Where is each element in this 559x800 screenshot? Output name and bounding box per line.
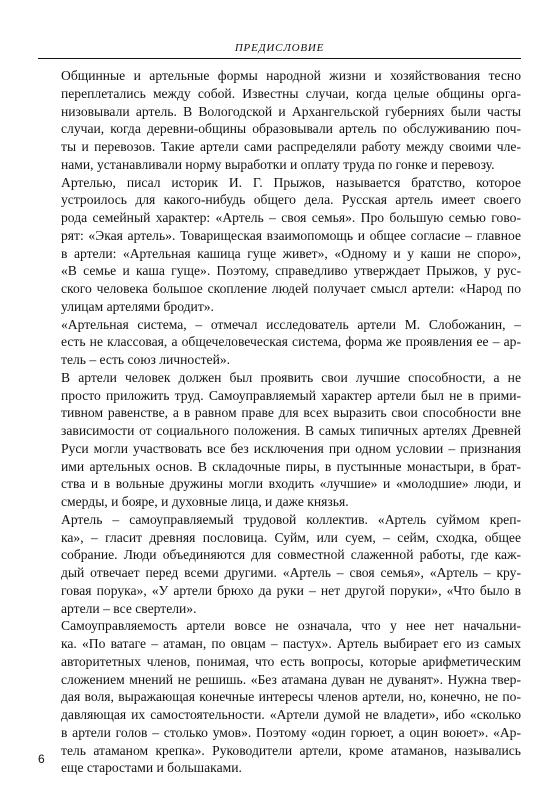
text-line: «Артельная система, – отмечал исследователь артели М. Слобожанин, – bbox=[61, 316, 521, 332]
text-line: ка», – гласит древняя пословица. Суйм, или суем, – сейм, сходка, общее bbox=[61, 529, 521, 545]
text-line: рода семейный характер: «Артель – своя семья». Про большую семью гово- bbox=[61, 210, 521, 225]
text-line: тель – есть союз личностей». bbox=[61, 352, 231, 367]
text-line: артели – все свертели». bbox=[61, 600, 197, 616]
text-line: улицам артелями бродит». bbox=[61, 298, 214, 314]
header-rule bbox=[38, 58, 521, 59]
text-line: тивном равенстве, а в равном праве для всех выразить свои способности вне bbox=[61, 405, 521, 421]
text-line: еще старостами и большаками. bbox=[61, 760, 242, 776]
text-line: Артель – самоуправляемый трудовой коллектив. «Артель суймом креп- bbox=[61, 511, 521, 527]
text-line: ты и перевозов. Такие артели сами распределяли работу между своими чле- bbox=[61, 139, 521, 154]
paragraph bbox=[38, 369, 521, 511]
text-line: Общинные и артельные формы народной жизни и хозяйствования тесно bbox=[61, 68, 521, 83]
text-line: собрание. Люди объединяются для совместной слаженной работы, где каж- bbox=[61, 547, 521, 563]
page-number: 6 bbox=[38, 752, 45, 766]
text-line: рят: «Экая артель». Товарищеская взаимопомощь и общее согласие – главное bbox=[61, 227, 521, 243]
text-line: нами, устанавливали норму выработки и оплату труда по гонке и перевозу. bbox=[61, 156, 495, 172]
text-line: давляющая их самостоятельности. «Артели думой не владети», ибо «сколько bbox=[61, 707, 521, 722]
text-line: авторитетных членов, понимая, что есть вопросы, которые арифметическим bbox=[61, 653, 521, 669]
paragraph bbox=[38, 67, 521, 174]
text-line: в артели голов – столько умов». Поэтому «один горюет, а оцин воюет». «Ар- bbox=[61, 724, 521, 740]
text-line: в артели: «Артельная кашица гуще живет», «Одному и у каши не споро», bbox=[61, 245, 521, 261]
text-line: В артели человек должен был проявить свои лучшие способности, а не bbox=[61, 369, 521, 385]
text-line: Руси могли участвовать все без исключения при одном условии – признания bbox=[61, 440, 521, 456]
text-line: ского человека большое скопление людей получает смысл артели: «Народ по bbox=[61, 281, 521, 296]
text-line: «В семье и каша гуще». Поэтому, справедливо утверждает Прыжов, у рус- bbox=[61, 263, 521, 279]
text-line: низовывали артель. В Вологодской и Архангельской губерниях были часты bbox=[61, 103, 521, 119]
text-line: Самоуправляемость артели вовсе не означала, что у нее нет начальни- bbox=[61, 618, 521, 634]
paragraph bbox=[38, 511, 521, 618]
text-line: смерды, и бояре, и духовные лица, и даже князья. bbox=[61, 494, 349, 509]
text-line: говая порука», «У артели брюхо да руки – нет другой поруки», «Что было в bbox=[61, 582, 521, 598]
text-line: ка. «По ватаге – атаман, по овцам – пастух». Артель выбирает его из самых bbox=[61, 636, 521, 651]
text-line: есть не классовая, а общечеловеческая система, форма же проявления ее – ар- bbox=[61, 334, 521, 350]
text-line: просто приложить труд. Самоуправляемый характер артели был не в прими- bbox=[61, 387, 521, 403]
running-header: ПРЕДИСЛОВИЕ bbox=[234, 42, 325, 54]
text-line: сложением мнений не решишь. «Без атамана дуван не дуванят». Нужна твер- bbox=[61, 671, 521, 687]
text-line: случаи, когда деревни-общины образовывали артель по обслуживанию поч- bbox=[61, 121, 521, 137]
paragraph bbox=[38, 174, 521, 316]
text-line: Артелью, писал историк И. Г. Прыжов, называется братство, которое bbox=[61, 174, 521, 190]
text-line: переплетались между собой. Известны случаи, когда целые общины орга- bbox=[61, 85, 521, 101]
text-line: тель атаманом крепка». Руководители артели, кроме атаманов, назывались bbox=[61, 742, 521, 758]
text-line: дая воля, выражающая конечные интересы членов артели, но, конечно, не по- bbox=[61, 689, 521, 705]
text-line: зависимости от социального положения. В самых типичных артелях Древней bbox=[61, 423, 521, 438]
text-line: ства и в вольные дружины могли входить «лучшие» и «молодшие» люди, и bbox=[61, 476, 521, 492]
text-line: ими артельных основ. В складочные пиры, в пустынные монастыри, в брат- bbox=[61, 458, 521, 474]
paragraph bbox=[38, 316, 521, 369]
text-body bbox=[38, 67, 521, 777]
text-line: дый отвечает перед всеми другими. «Артель – своя семья», «Артель – кру- bbox=[61, 565, 521, 580]
text-line: устроилось для какого-нибудь общего дела. Русская артель имеет своего bbox=[61, 192, 521, 208]
paragraph bbox=[38, 617, 521, 777]
